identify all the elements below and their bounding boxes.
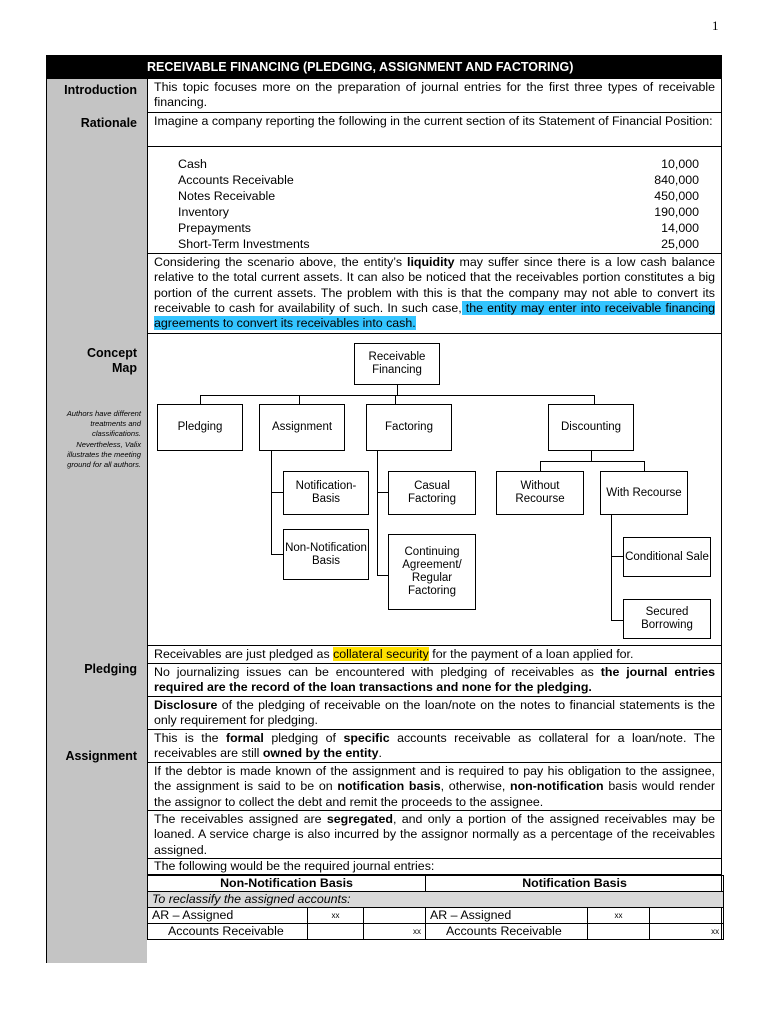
pledging-row-1: Receivables are just pledged as collateral security for the payment of a loan applied for. [147,646,721,664]
account-row [178,205,699,221]
label-pledging: Pledging [84,662,137,676]
account-name: Short-Term Investments [178,237,310,251]
side-note: Authors have different treatments and classifications. Nevertheless, Valix illustrates the meeting ground for all authors. [66,409,141,470]
node-factoring: Factoring [366,404,452,451]
node-secured-borrowing: Secured Borrowing [623,599,711,639]
journal-credit-amount-right: xx [650,924,724,940]
journal-entry-table [147,875,724,940]
pledging-row-2: No journalizing issues can be encountered with pledging of receivables as the journal entries required are the record of the loan transactions and none for the pledging. [147,664,721,697]
journal-header-notification: Notification Basis [426,876,724,892]
journal-subheading: To reclassify the assigned accounts: [148,892,724,908]
scenario-paragraph [147,254,721,334]
account-row [178,189,699,205]
label-assignment: Assignment [65,749,137,763]
scenario-text-2: may suffer since there is a low cash balance relative to the total current assets. It can also be noticed that the receivables portion constitutes a big portion of the current assets. The problem with this is that the company may not able to convert its receivable to cash for availability of such. In such case, [154,255,715,315]
pledging-row-3: Disclosure of the pledging of receivable on the loan/note on the notes to financial statements is the only requirement for pledging. [147,697,721,730]
rationale-text: Imagine a company reporting the following in the current section of its Statement of Financial Position: [147,113,721,147]
journal-debit-right: AR – Assigned [426,908,588,924]
account-amount: 450,000 [654,189,699,203]
node-discounting: Discounting [548,404,634,451]
node-without-recourse: Without Recourse [496,471,584,515]
node-pledging: Pledging [157,404,243,451]
highlight-collateral-security: collateral security [333,647,429,661]
account-amount: 190,000 [654,205,699,219]
account-amount: 840,000 [654,173,699,187]
journal-credit-right: Accounts Receivable [426,924,588,940]
journal-debit-left: AR – Assigned [148,908,308,924]
concept-map [147,334,721,646]
label-introduction: Introduction [64,83,137,97]
account-row [178,221,699,237]
label-concept-map [87,346,137,376]
journal-header-non-notification: Non-Notification Basis [148,876,426,892]
node-conditional-sale: Conditional Sale [623,537,711,577]
assignment-row-3: The receivables assigned are segregated, and only a portion of the assigned receivables may be loaned. A service charge is also incurred by the assignor normally as a percentage of the receivables assigned. [147,811,721,859]
accounts-list [147,147,721,254]
journal-debit-amount-left: xx [308,908,364,924]
account-amount: 14,000 [661,221,699,235]
node-non-notification-basis: Non-Notification Basis [283,529,369,580]
node-casual-factoring: Casual Factoring [388,471,476,515]
page-number: 1 [712,18,719,33]
account-row [178,173,699,189]
node-assignment: Assignment [259,404,345,451]
journal-credit-amount-left: xx [364,924,426,940]
journal-credit-left: Accounts Receivable [148,924,308,940]
account-name: Accounts Receivable [178,173,294,187]
assignment-row-1: This is the formal pledging of specific accounts receivable as collateral for a loan/note. The receivables are still owned by the entity. [147,730,721,763]
journal-debit-amount-right: xx [588,908,650,924]
account-name: Notes Receivable [178,189,276,203]
account-name: Cash [178,157,207,171]
scenario-bold-liquidity: liquidity [407,255,455,269]
assignment-row-2: If the debtor is made known of the assignment and is required to pay his obligation to the assignee, the assignment is said to be on notification basis, otherwise, non-notification basis would render the assignor to collect the debt and remit the proceeds to the assignee. [147,763,721,811]
page-title: RECEIVABLE FINANCING (PLEDGING, ASSIGNMENT AND FACTORING) [46,55,722,79]
node-notification-basis: Notification-Basis [283,471,369,515]
account-amount: 10,000 [661,157,699,171]
node-with-recourse: With Recourse [600,471,688,515]
account-name: Prepayments [178,221,252,235]
account-row [178,157,699,173]
assignment-row-4: The following would be the required journal entries: [147,859,721,875]
node-continuing-agreement: Continuing Agreement/ Regular Factoring [388,534,476,610]
scenario-text-1: Considering the scenario above, the entity’s [154,255,408,269]
label-concept-line1: Concept [87,346,137,360]
scenario-highlight: the entity may enter into receivable financing agreements to convert its receivables into cash. [154,300,715,331]
label-rationale: Rationale [80,116,137,130]
node-receivable-financing: Receivable Financing [354,343,440,385]
accounts-rows [178,157,699,253]
label-concept-line2: Map [112,361,137,375]
account-row [178,237,699,253]
introduction-text: This topic focuses more on the preparation of journal entries for the first three types of receivable financing. [147,79,721,113]
section-label-column [46,79,147,963]
account-amount: 25,000 [661,237,699,251]
account-name: Inventory [178,205,229,219]
content-column [147,79,722,940]
